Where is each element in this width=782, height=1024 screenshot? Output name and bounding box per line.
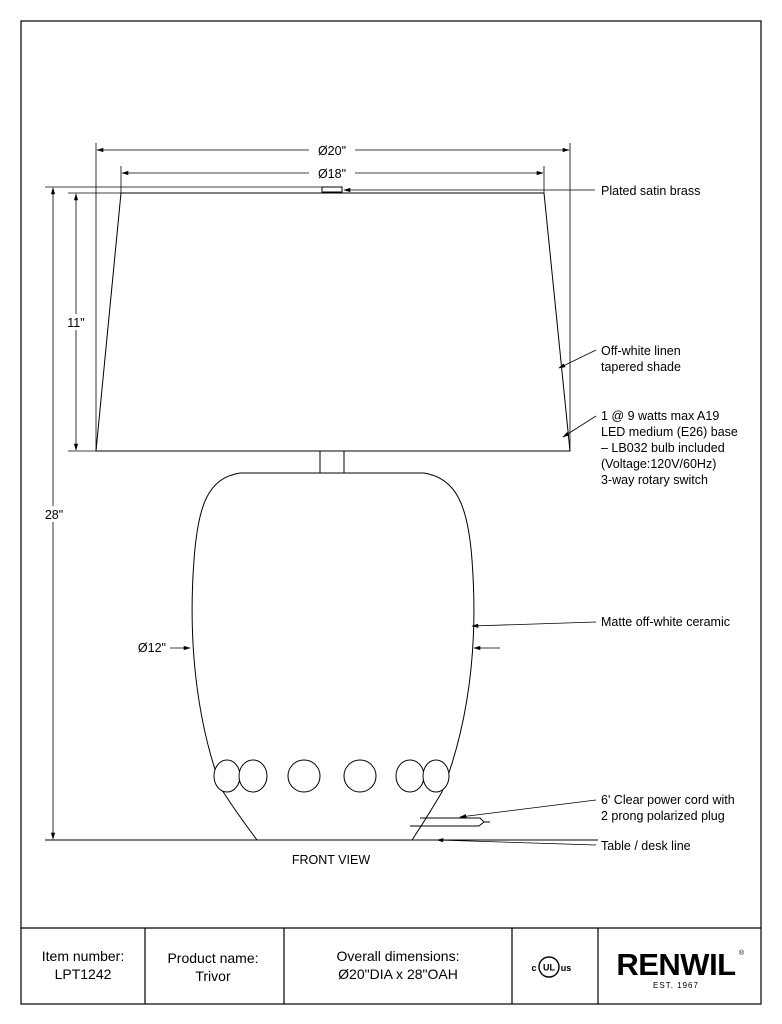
lamp-shade (96, 193, 570, 451)
brand-logo: RENWIL (616, 947, 736, 982)
svg-text:UL: UL (543, 962, 555, 973)
dim-shade-top-dia: Ø18" (317, 167, 347, 181)
ball-decoration (423, 760, 449, 792)
dim-shade-bottom-dia: Ø20" (317, 144, 347, 158)
dim-base-dia: Ø12" (137, 641, 166, 655)
callout-table: Table / desk line (601, 839, 691, 853)
svg-text:c: c (531, 963, 537, 973)
callout-cord: 6' Clear power cord with 2 prong polarized plug (601, 793, 735, 823)
finial-cap (322, 187, 342, 192)
leader-cord (460, 800, 596, 817)
lamp-front-view (45, 187, 598, 840)
ul-certification-icon (531, 957, 571, 977)
lamp-neck (320, 451, 344, 473)
callout-shade: Off-white linen tapered shade (601, 344, 681, 374)
leader-shade (559, 350, 596, 368)
callout-bulb: 1 @ 9 watts max A19 LED medium (E26) base – LB032 bulb included (Voltage:120V/60Hz) 3-way rotary switch (601, 409, 738, 487)
product-name: Trivor (195, 968, 231, 984)
ball-decoration (396, 760, 424, 792)
view-label: FRONT VIEW (291, 853, 371, 867)
leader-body (472, 622, 596, 626)
ball-decoration (214, 760, 240, 792)
overall-dimensions-label: Overall dimensions: (336, 948, 460, 964)
svg-text:us: us (560, 963, 572, 973)
brand-established: EST. 1967 (653, 981, 699, 990)
overall-dimensions: Ø20"DIA x 28"OAH (338, 966, 458, 982)
dim-overall-height: 28" (44, 508, 64, 522)
item-number-label: Item number: (41, 948, 125, 964)
item-number: LPT1242 (54, 966, 112, 982)
callout-finial: Plated satin brass (601, 184, 701, 198)
ball-decoration (344, 760, 376, 792)
ball-decoration (239, 760, 267, 792)
product-name-label: Product name: (167, 950, 259, 966)
dim-shade-height: 11" (67, 316, 85, 330)
brand-registered-mark: ® (739, 950, 745, 957)
ball-decoration (288, 760, 320, 792)
callout-body: Matte off-white ceramic (601, 615, 730, 629)
leader-table (437, 840, 596, 845)
